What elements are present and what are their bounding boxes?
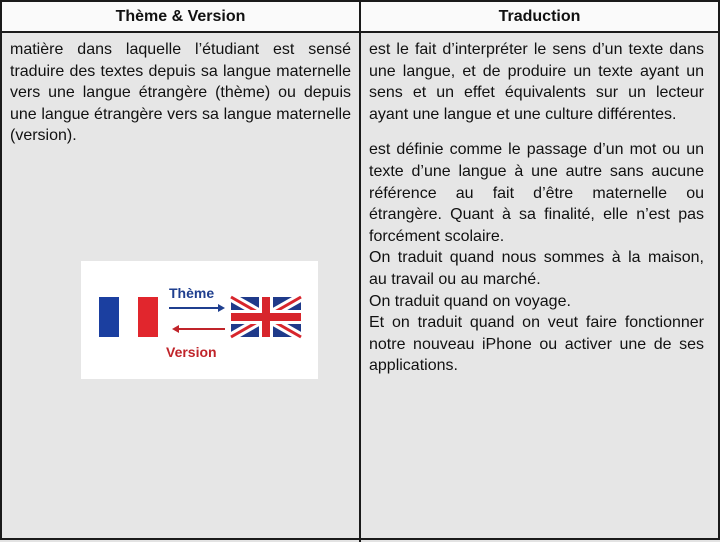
traduction-definition-1: est le fait d’interpréter le sens d’un texte dans une langue, et de produire un texte ayant un sens et un effet équivalents sur un lecteur ayant une langue et une culture différentes. [369,41,704,123]
header-traduction: Traduction [361,2,718,33]
theme-label: Thème [169,285,215,301]
illustration-svg [81,261,318,379]
version-label: Version [166,344,217,360]
theme-version-illustration [81,261,318,379]
traduction-example-3: Et on traduit quand on veut faire fonctionner notre nouveau iPhone ou activer une de ses applications. [369,314,704,375]
traduction-example-1: On traduit quand nous sommes à la maison, au travail ou au marché. [369,249,704,288]
france-flag-icon [99,297,158,337]
uk-flag-icon [231,297,301,337]
header-theme-version: Thème & Version [2,2,359,33]
arrow-left-icon [172,325,225,333]
theme-version-definition: matière dans laquelle l’étudiant est sensé traduire des textes depuis sa langue maternelle vers une langue étrangère (thème) ou depuis une langue étrangère vers sa langue maternelle (version). [10,41,351,145]
arrow-right-icon [169,304,225,312]
traduction-cell [369,33,704,538]
traduction-example-2: On traduit quand on voyage. [369,292,571,310]
traduction-definition-2: est définie comme le passage d’un mot ou un texte d’une langue à une autre sans aucune référence au fait d’être maternelle ou étrangère. Quant à sa finalité, elle n’est pas forcément scolaire. [369,141,704,245]
column-divider [359,2,361,542]
